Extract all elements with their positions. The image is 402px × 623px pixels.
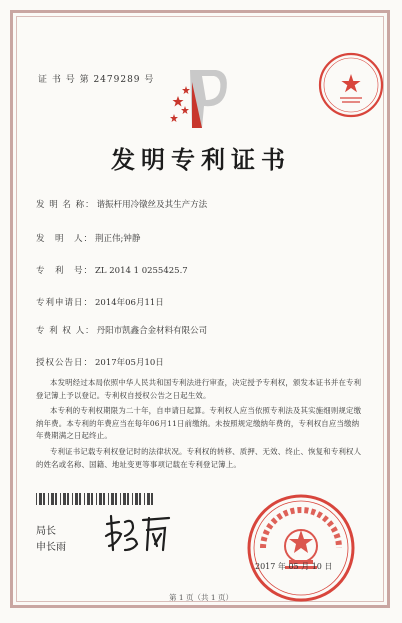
paragraph-legal-status: 专利证书记载专利权登记时的法律状况。专利权的转移、质押、无效、终止、恢复和专利权人的姓名或名称、国籍、地址变更等事项记载在专利登记簿上。 xyxy=(36,447,362,469)
page-title: 发明专利证书 xyxy=(111,145,291,174)
field-label: 授权公告日： xyxy=(36,358,94,368)
signature-mark xyxy=(103,510,173,556)
field-label: 发 明 名 称： xyxy=(36,200,95,210)
field-inventor xyxy=(36,232,140,244)
official-seal-icon xyxy=(316,50,386,120)
patent-office-emblem-icon xyxy=(168,62,238,134)
field-value: 2017年05月10日 xyxy=(95,358,164,368)
field-value: 2014年06月11日 xyxy=(95,298,164,308)
field-label: 专利申请日： xyxy=(36,298,94,308)
field-grant-date xyxy=(36,356,164,368)
field-value: 荆正伟;钟静 xyxy=(95,234,141,244)
certificate-number: 证 书 号 第 2479289 号 xyxy=(38,75,155,85)
paragraph-term: 本专利的专利权期限为二十年，自申请日起算。专利权人应当依照专利法及其实施细则规定缴纳年费。本专利的年费应当在每年06月11日前缴纳。未按照规定缴纳年费的，专利权自应当缴纳年费期满之日起终止。 xyxy=(36,406,362,440)
field-value: 谐振杆用冷镦丝及其生产方法 xyxy=(96,200,208,210)
field-label: 专 利 号： xyxy=(36,266,94,276)
signatory-title: 局长 xyxy=(36,526,56,537)
field-value: ZL 2014 1 0255425.7 xyxy=(95,266,188,276)
issue-date: 2017 年 05 月 10 日 xyxy=(255,562,333,571)
field-application-date xyxy=(36,296,164,308)
barcode-icon xyxy=(36,493,156,505)
national-seal-icon xyxy=(245,492,357,604)
field-patent-number xyxy=(36,264,188,276)
field-label: 专 利 权 人： xyxy=(36,326,95,336)
page-number: 第 1 页（共 1 页） xyxy=(168,593,234,602)
paragraph-grant: 本发明经过本局依照中华人民共和国专利法进行审查，决定授予专利权，颁发本证书并在专利登记簿上予以登记。专利权自授权公告之日起生效。 xyxy=(36,378,362,400)
field-invention-name xyxy=(36,198,207,210)
field-label: 发 明 人： xyxy=(36,234,94,244)
field-patentee xyxy=(36,324,207,336)
signatory-name: 申长雨 xyxy=(36,542,66,553)
field-value: 丹阳市凯鑫合金材料有限公司 xyxy=(96,326,208,336)
